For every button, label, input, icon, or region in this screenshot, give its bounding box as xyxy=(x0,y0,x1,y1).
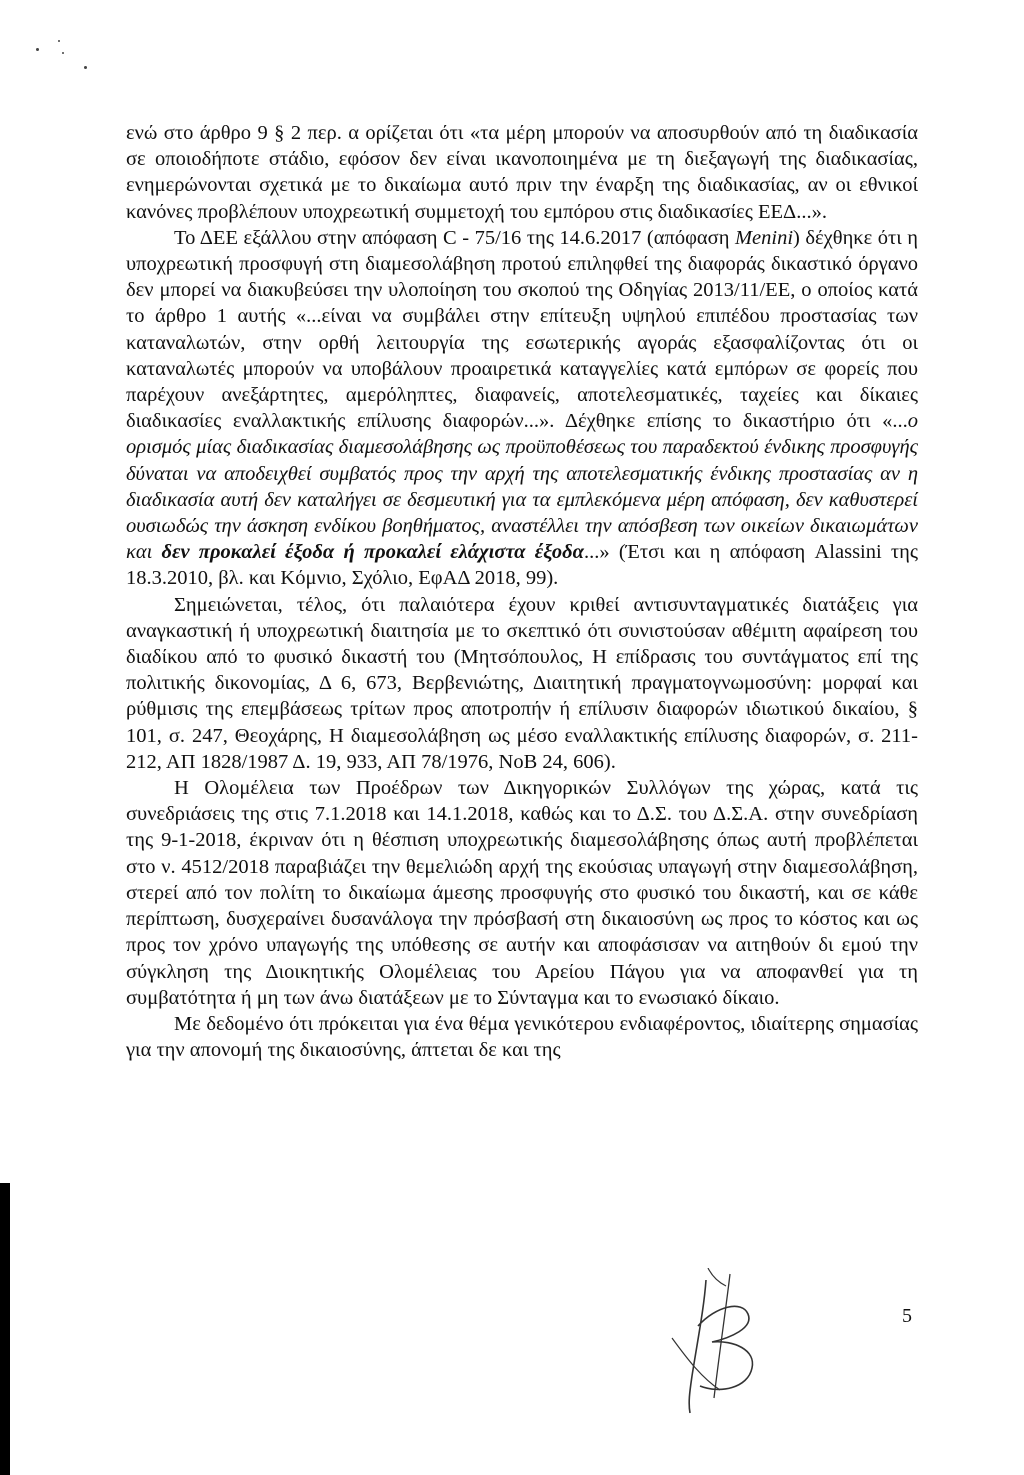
paragraph-2-text-a: Το ΔΕΕ εξάλλου στην απόφαση C - 75/16 της 14.6.2017 (απόφαση xyxy=(174,226,735,249)
handwritten-signature xyxy=(668,1268,778,1423)
scan-speck xyxy=(58,40,60,42)
paragraph-2-text-f: ...» (Έτσι και η απόφαση Alassini της 18.3.2010, βλ. και Κόμνιο, Σχόλιο, ΕφΑΔ 2018, 99). xyxy=(126,541,919,590)
court-quote-emphasis: δεν προκαλεί έξοδα ή προκαλεί ελάχιστα έξοδα xyxy=(161,541,584,564)
scan-speck xyxy=(36,48,39,51)
paragraph-3: Σημειώνεται, τέλος, ότι παλαιότερα έχουν κριθεί αντισυνταγματικές διατάξεις για αναγκαστική ή υποχρεωτική διαιτησία με το σκεπτικό ότι συνιστούσαν αθέμιτη αφαίρεση του διαδίκου από το φυσικό δικαστή του (Μητσόπουλος, Η επίδρασις του συντάγματος επί της πολιτικής δικονομίας, Δ 6, 673, Βερβενιώτης, Διαιτητική πραγματογνωμοσύνη: μορφαί και ρύθμισις της επεμβάσεως τρίτων προς αποτροπήν ή επίλυσιν διαφορών ιδιωτικού δικαίου, § 101, σ. 247, Θεοχάρης, Η διαμεσολάβηση ως μέσο εναλλακτικής επίλυσης διαφορών, σ. 211-212, ΑΠ 1828/1987 Δ. 19, 933, ΑΠ 78/1976, ΝοΒ 24, 606). xyxy=(126,593,918,773)
scan-edge-bar xyxy=(0,1183,10,1475)
paragraph-5: Με δεδομένο ότι πρόκειται για ένα θέμα γενικότερου ενδιαφέροντος, ιδιαίτερης σημασίας για την απονομή της δικαιοσύνης, άπτεται δε και της xyxy=(126,1012,918,1062)
court-quote-italic: ο ορισμός μίας διαδικασίας διαμεσολάβησης ως προϋποθέσεως του παραδεκτού ένδικης προσφυγής δύναται να αποδειχθεί συμβατός προς την αρχή της αποτελεσματικής ένδικης προστασίας αν η διαδικασία αυτή δεν καταλήγει σε δεσμευτική για τα εμπλεκόμενα μέρη απόφαση, δεν καθυστερεί ουσιωδώς την άσκηση ενδίκου βοηθήματος, αναστέλλει την απόσβεση των οικείων δικαιωμάτων και xyxy=(126,410,918,564)
document-body xyxy=(126,120,918,1063)
page-number: 5 xyxy=(902,1305,912,1327)
paragraph-2 xyxy=(126,225,918,592)
scan-speck xyxy=(84,66,87,69)
paragraph-4: Η Ολομέλεια των Προέδρων των Δικηγορικών Συλλόγων της χώρας, κατά τις συνεδριάσεις της στις 7.1.2018 και 14.1.2018, καθώς και το Δ.Σ. του Δ.Σ.Α. στην συνεδρίαση της 9-1-2018, έκριναν ότι η θέσπιση υποχρεωτικής διαμεσολάβησης όπως αυτή προβλέπεται στο ν. 4512/2018 παραβιάζει την θεμελιώδη αρχή της εκούσιας υπαγωγή στην διαμεσολάβηση, στερεί από τον πολίτη το δικαίωμα άμεσης προσφυγής στο φυσικό του δικαστή, και σε κάθε περίπτωση, δυσχεραίνει δυσανάλογα την πρόσβασή στη δικαιοσύνη ως προς το κόστος και ως προς τον χρόνο υπαγωγής της υπόθεσης σε αυτήν και αποφάσισαν να αιτηθούν δι εμού την σύγκληση της Διοικητικής Ολομέλειας του Αρείου Πάγου για να αποφανθεί για τη συμβατότητα ή μη των άνω διατάξεων με το Σύνταγμα και το ενωσιακό δίκαιο. xyxy=(126,777,918,1009)
case-name-menini: Menini xyxy=(734,226,794,249)
paragraph-1: ενώ στο άρθρο 9 § 2 περ. α ορίζεται ότι «τα μέρη μπορούν να αποσυρθούν από τη διαδικασία σε οποιοδήποτε στάδιο, εφόσον δεν είναι ικανοποιημένα με τη διεξαγωγή της διαδικασίας, ενημερώνονται σχετικά με το δικαίωμα αυτό πριν την έναρξη της διαδικασίας, αν οι εθνικοί κανόνες προβλέπουν υποχρεωτική συμμετοχή του εμπόρου στις διαδικασίες ΕΕΔ...». xyxy=(126,122,918,223)
paragraph-2-text-c: ) δέχθηκε ότι η υποχρεωτική προσφυγή στη διαμεσολάβηση προτού επιληφθεί της διαφοράς δικαστικό όργανο δεν μπορεί να διακυβεύσει την υλοποίηση του σκοπού της Οδηγίας 2013/11/ΕΕ, ο οποίος κατά το άρθρο 1 αυτής «...είναι να συμβάλει στην επίτευξη υψηλού επιπέδου προστασίας των καταναλωτών, στην ορθή λειτουργία της εσωτερικής αγοράς εξασφαλίζοντας ότι οι καταναλωτές μπορούν να υποβάλουν προαιρετικά καταγγελίες κατά εμπόρων σε φορείς που παρέχουν ανεξάρτητες, αμερόληπτες, διαφανείς, αποτελεσματικές, ταχείες και δίκαιες διαδικασίες εναλλακτικής επίλυσης διαφορών...». Δέχθηκε επίσης το δικαστήριο ότι «... xyxy=(126,226,918,433)
scan-speck xyxy=(62,52,64,54)
